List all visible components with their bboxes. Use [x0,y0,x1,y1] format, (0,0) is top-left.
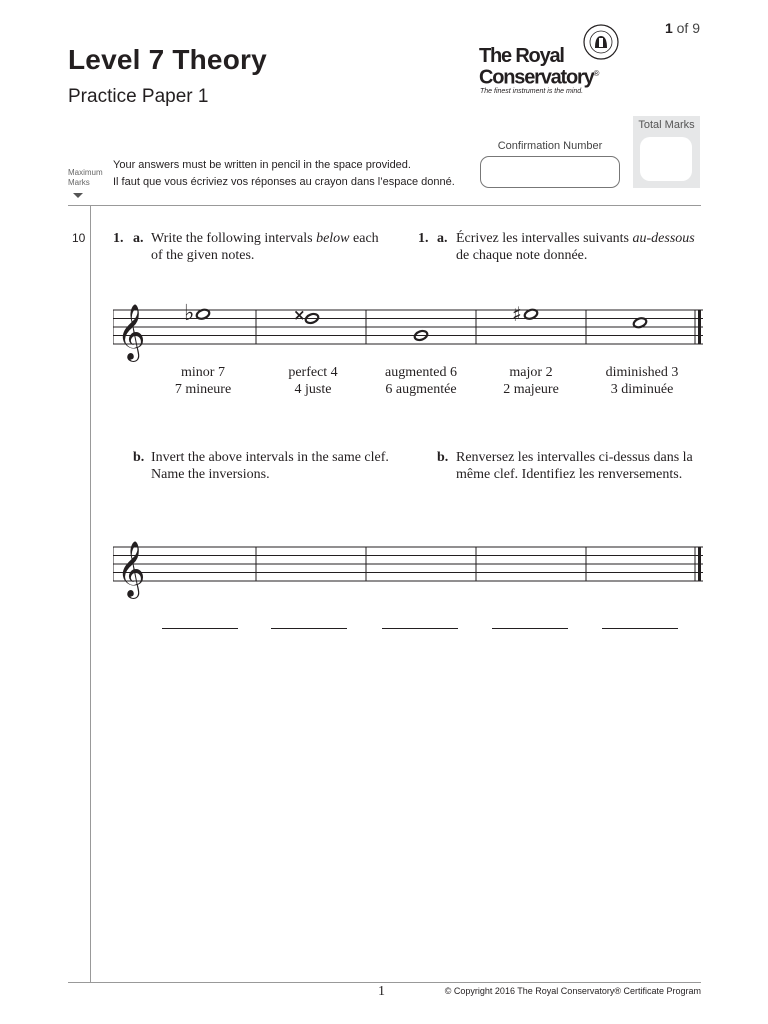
footer-divider [68,982,701,983]
total-marks-field[interactable] [640,137,692,181]
q1a-letter-fr: a. [437,231,448,246]
given-note-4 [512,302,539,326]
inversion-answer-4[interactable] [492,628,568,629]
page-subtitle: Practice Paper 1 [68,86,209,107]
q1-number-fr: 1. [418,231,429,246]
confirmation-number-field[interactable] [480,156,620,188]
total-marks-label: Total Marks [638,119,695,131]
interval-label-2: perfect 4 4 juste [288,365,338,397]
logo-tagline: The finest instrument is the mind. [480,88,584,95]
interval-label-1: minor 7 7 mineure [174,365,232,397]
interval-label-4: major 2 2 majeure [503,365,559,397]
footer-copyright: © Copyright 2016 The Royal Conservatory® Certificate Program [444,986,701,996]
treble-clef-icon: 𝄞 [117,541,146,597]
treble-clef-icon: 𝄞 [117,304,146,360]
logo-text-line1: The Royal [479,45,564,67]
q1-number: 1. [113,231,124,246]
flat-icon: ♭ [184,301,195,326]
inversion-answer-3[interactable] [382,628,458,629]
logo-text-line2: Conservatory® [479,66,599,89]
staff-1 [113,290,703,365]
max-marks-label: Maximum Marks [68,168,103,187]
inversion-answer-1[interactable] [162,628,238,629]
question-max-marks: 10 [72,231,86,245]
interval-label-3: augmented 6 6 augmentée [385,365,457,397]
page-title: Level 7 Theory [68,44,267,75]
header-divider [68,205,701,206]
q1a-letter: a. [133,231,144,246]
footer-page-number: 1 [378,984,385,999]
sharp-icon: ♯ [512,302,522,326]
logo-registered-mark: ® [593,69,599,78]
page-current: 1 [664,20,673,36]
instructions-fr: Il faut que vous écriviez vos réponses au crayon dans l’espace donné. [113,176,455,188]
q1b-letter: b. [133,450,145,465]
interval-label-5: diminished 3 3 diminuée [605,365,679,397]
q1a-instruction-en: Write the following intervals below each of the given notes. [151,231,379,263]
page-indicator [665,20,700,36]
confirmation-number-label: Confirmation Number [497,140,603,152]
q1b-letter-fr: b. [437,450,449,465]
page-total: of 9 [676,20,700,36]
inversion-answer-2[interactable] [271,628,347,629]
conservatory-crest-icon [583,24,619,60]
given-note-2 [293,306,320,325]
q1b-instruction-en: Invert the above intervals in the same clef. Name the inversions. [151,450,389,482]
q1b-instruction-fr: Renversez les intervalles ci-dessus dans la même clef. Identifiez les renversements. [456,450,693,482]
double-sharp-icon: × [293,306,306,324]
q1a-instruction-fr: Écrivez les intervalles suivants au-dessous de chaque note donnée. [456,231,695,263]
instructions [113,157,455,191]
down-arrow-icon [73,193,83,198]
instructions-en: Your answers must be written in pencil in the space provided. [113,159,411,171]
margin-divider [90,206,91,982]
inversion-answer-5[interactable] [602,628,678,629]
answer-staff[interactable] [113,527,703,602]
given-note-1 [184,301,211,326]
